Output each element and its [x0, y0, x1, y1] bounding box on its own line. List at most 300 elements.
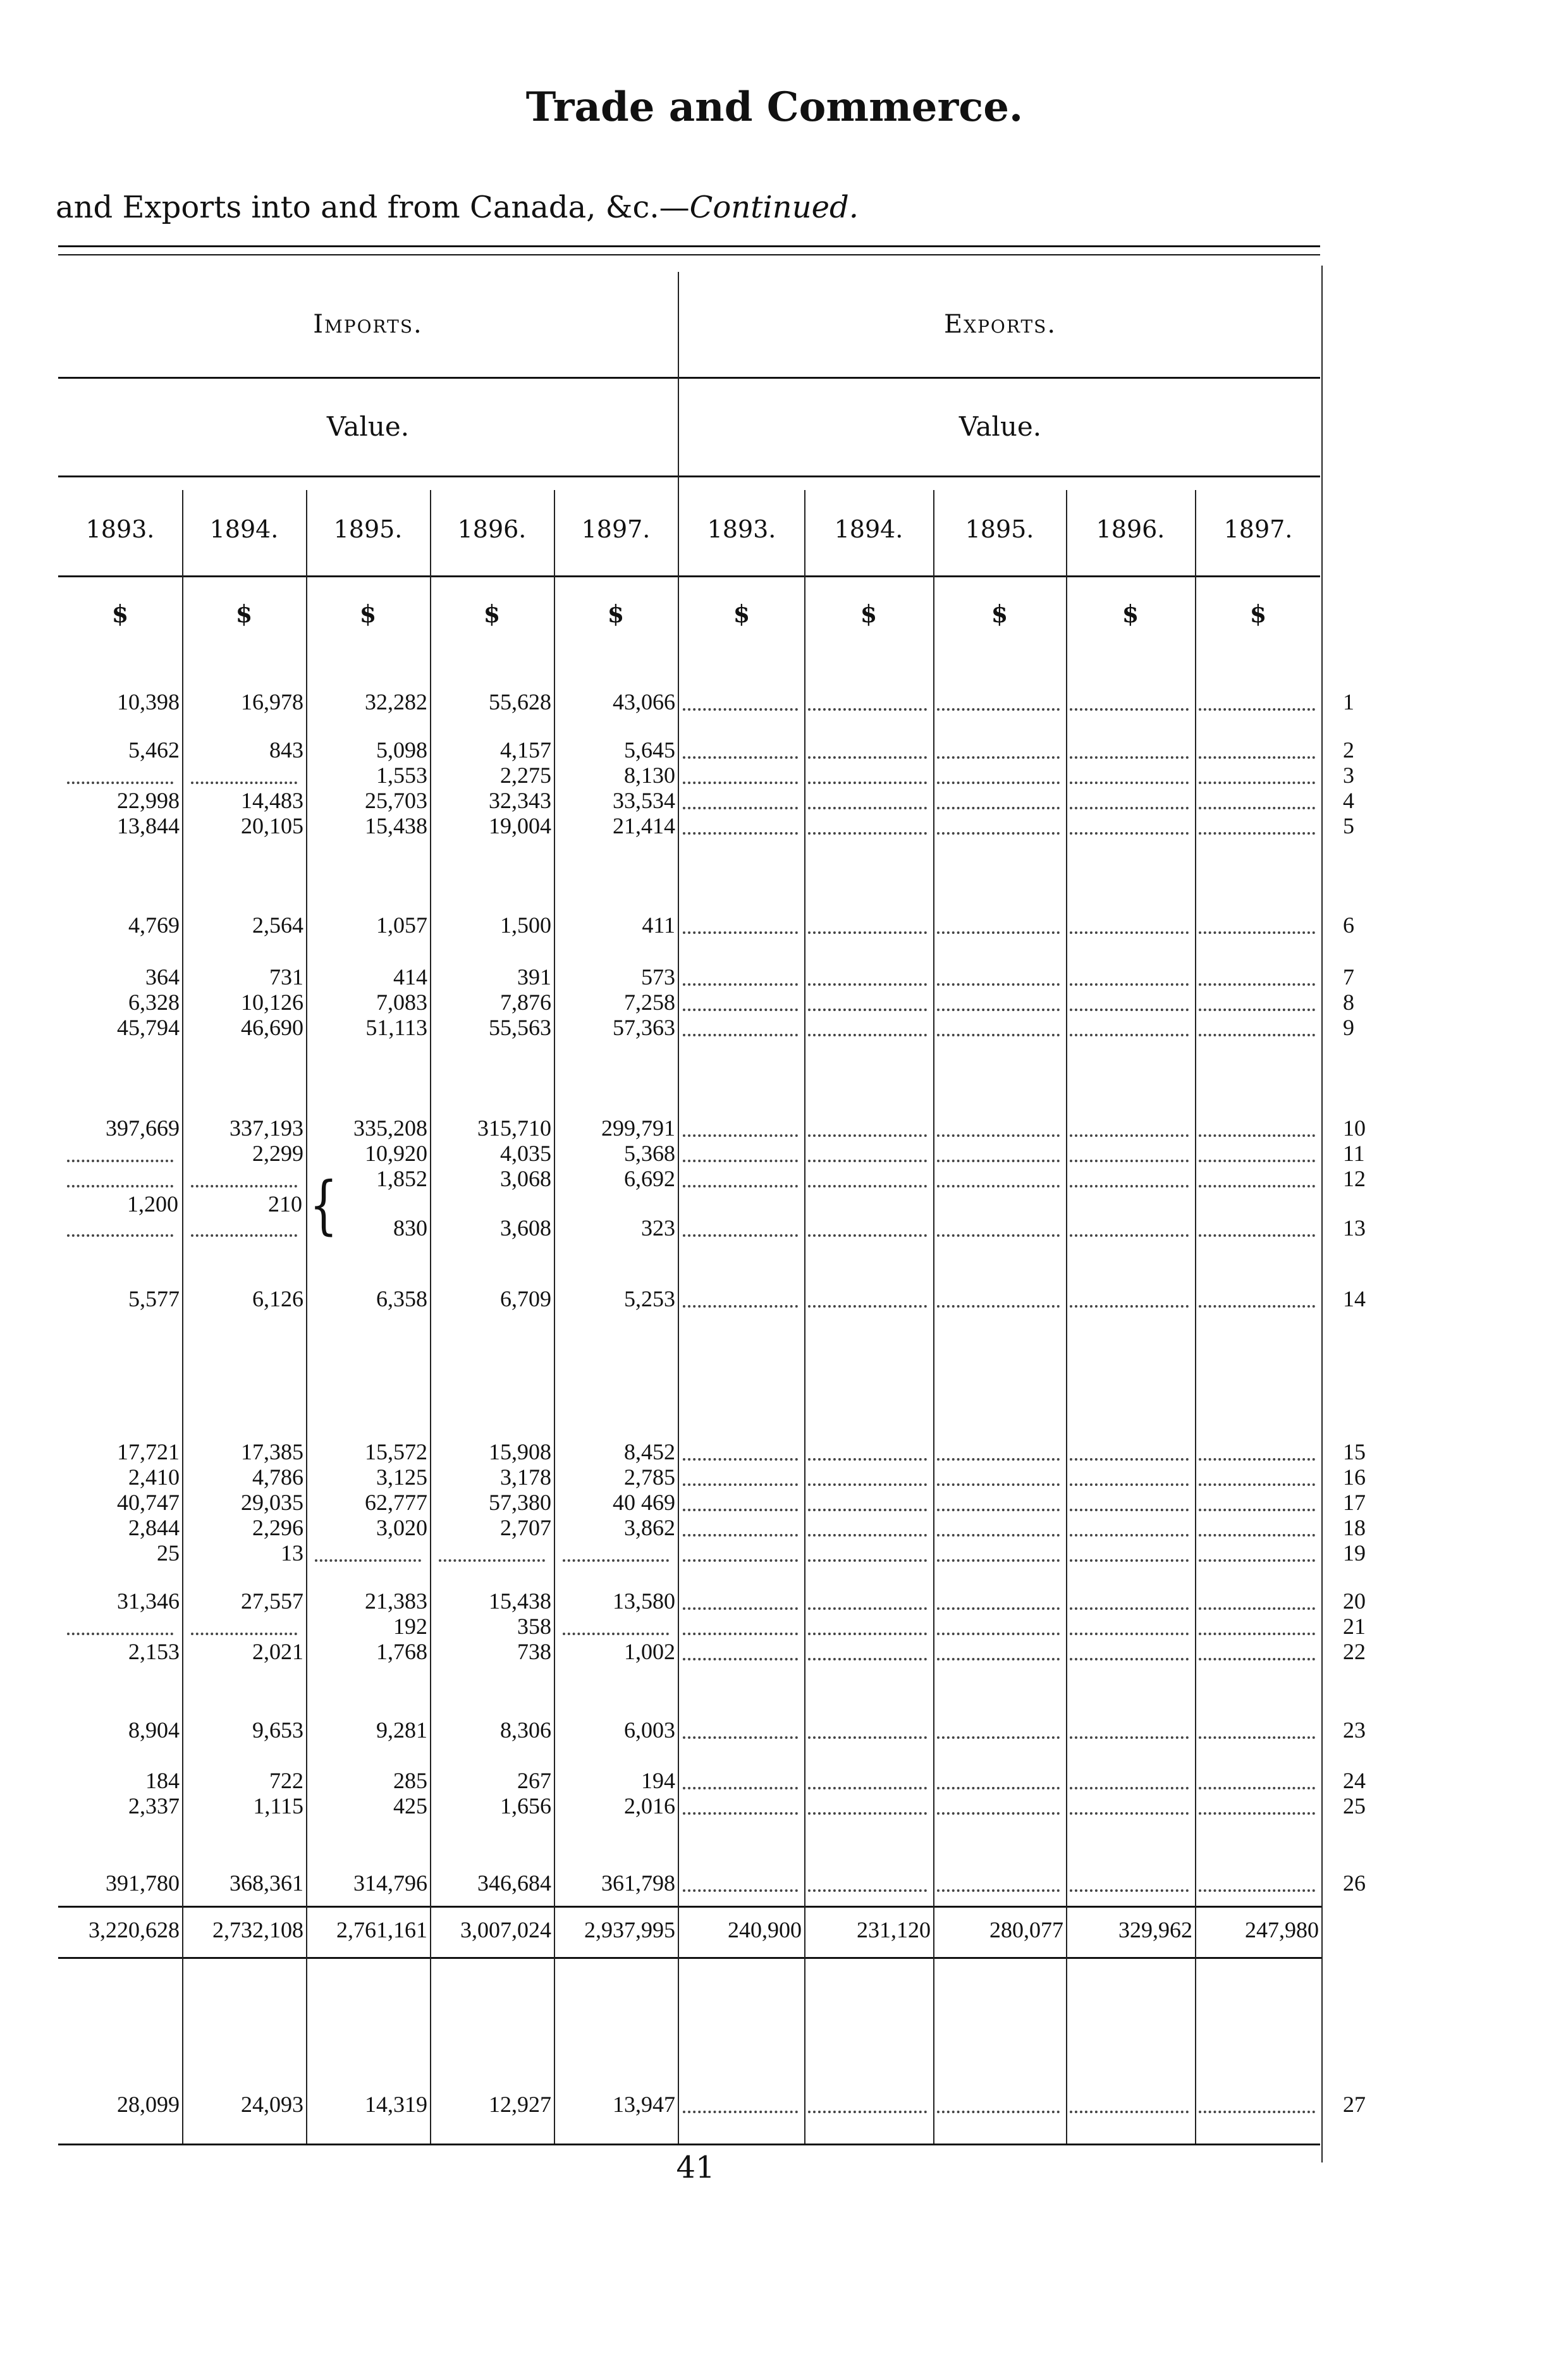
dot-leader	[808, 782, 927, 784]
col-divider	[182, 490, 183, 2144]
table-cell: 32,343	[489, 788, 551, 813]
value-rule	[58, 475, 1320, 477]
dot-leader	[1199, 1812, 1315, 1815]
row-number: 17	[1343, 1490, 1366, 1515]
table-cell: 323	[641, 1215, 675, 1241]
row-number: 23	[1343, 1717, 1366, 1743]
dot-leader	[563, 1559, 669, 1562]
row-number: 5	[1343, 813, 1354, 838]
dot-leader	[808, 1160, 927, 1162]
dot-leader	[1199, 1305, 1315, 1308]
export-cell: 231,120	[857, 1917, 931, 1942]
dot-leader	[1070, 1034, 1189, 1036]
dot-leader	[683, 1633, 798, 1635]
table-cell: 9,653	[252, 1717, 303, 1743]
table-cell: 5,577	[128, 1286, 180, 1311]
row-number: 16	[1343, 1464, 1366, 1490]
dot-leader	[683, 1559, 798, 1562]
dot-leader	[1070, 832, 1189, 835]
dot-leader	[1070, 931, 1189, 934]
exports-year-1893: 1893.	[707, 515, 776, 543]
row-number: 15	[1343, 1439, 1366, 1464]
dot-leader	[67, 1234, 173, 1237]
table-cell: 57,380	[489, 1490, 551, 1515]
table-cell: 1,115	[253, 1793, 303, 1819]
table-cell: 21,414	[613, 813, 675, 838]
table-cell: 299,791	[601, 1115, 675, 1141]
dot-leader	[937, 1607, 1060, 1610]
table-cell: 5,368	[624, 1141, 675, 1166]
dot-leader	[808, 1812, 927, 1815]
table-cell: 55,628	[489, 689, 551, 715]
dot-leader	[683, 931, 798, 934]
table-cell: 13	[281, 1540, 303, 1566]
dot-leader	[1199, 1559, 1315, 1562]
dot-leader	[808, 1787, 927, 1789]
dot-leader	[67, 1160, 173, 1162]
dot-leader	[683, 1009, 798, 1011]
imports-value-header: Value.	[326, 411, 410, 442]
dot-leader	[1070, 2111, 1189, 2113]
dot-leader	[808, 1889, 927, 1892]
table-cell: 12,927	[489, 2092, 551, 2117]
dot-leader	[683, 1658, 798, 1660]
dot-leader	[1199, 807, 1315, 809]
table-cell-merged: 1,200	[127, 1191, 178, 1217]
table-cell: 3,020	[376, 1515, 427, 1540]
table-cell: 24,093	[241, 2092, 303, 2117]
imports-exports-divider	[678, 272, 679, 2144]
dot-leader	[683, 1812, 798, 1815]
row-number: 7	[1343, 964, 1354, 990]
dot-leader	[1199, 1185, 1315, 1187]
dollar-sign: $	[483, 599, 501, 628]
brace-icon: {	[309, 1168, 338, 1242]
table-cell: 1,852	[376, 1166, 427, 1191]
table-cell: 335,208	[353, 1115, 427, 1141]
dot-leader	[937, 1658, 1060, 1660]
group-rule	[58, 377, 1320, 379]
dot-leader	[1199, 1658, 1315, 1660]
table-cell: 33,534	[613, 788, 675, 813]
table-cell: 8,130	[624, 763, 675, 788]
imports-header: Imports.	[313, 310, 423, 339]
table-cell: 10,126	[241, 990, 303, 1015]
dot-leader	[683, 708, 798, 711]
dot-leader	[937, 1034, 1060, 1036]
table-cell: 1,768	[376, 1639, 427, 1664]
table-cell: 13,947	[613, 2092, 675, 2117]
table-cell: 414	[393, 964, 427, 990]
table-cell: 2,299	[252, 1141, 303, 1166]
total-rule-bottom	[58, 1957, 1323, 1959]
row-number: 4	[1343, 788, 1354, 813]
table-cell: 40 469	[613, 1490, 675, 1515]
table-cell: 2,296	[252, 1515, 303, 1540]
dot-leader	[808, 1185, 927, 1187]
table-cell: 7,258	[624, 990, 675, 1015]
dot-leader	[937, 708, 1060, 711]
imports-year-1893: 1893.	[85, 515, 155, 543]
dot-leader	[937, 1509, 1060, 1511]
row-number: 18	[1343, 1515, 1366, 1540]
dot-leader	[683, 807, 798, 809]
col-divider	[1066, 490, 1067, 2144]
dot-leader	[808, 1134, 927, 1137]
dot-leader	[937, 983, 1060, 986]
dot-leader	[67, 782, 173, 784]
dot-leader	[683, 1736, 798, 1739]
right-frame	[1321, 266, 1323, 2162]
export-cell: 329,962	[1118, 1917, 1192, 1942]
table-cell: 3,007,024	[460, 1917, 551, 1942]
table-cell: 267	[517, 1768, 551, 1793]
dollar-sign: $	[607, 599, 625, 628]
dot-leader	[937, 1305, 1060, 1308]
dot-leader	[1070, 1889, 1189, 1892]
dot-leader	[1070, 1633, 1189, 1635]
table-cell: 14,483	[241, 788, 303, 813]
table-cell: 21,383	[365, 1588, 427, 1614]
dot-leader	[808, 1559, 927, 1562]
table-cell: 3,608	[500, 1215, 551, 1241]
imports-year-1897: 1897.	[581, 515, 651, 543]
row-number: 26	[1343, 1870, 1366, 1896]
col-divider	[933, 490, 934, 2144]
col-divider	[804, 490, 805, 2144]
table-cell: 4,035	[500, 1141, 551, 1166]
dot-leader	[808, 1009, 927, 1011]
dot-leader	[937, 1787, 1060, 1789]
table-cell: 22,998	[117, 788, 180, 813]
dot-leader	[683, 1607, 798, 1610]
table-cell: 3,220,628	[89, 1917, 180, 1942]
table-cell: 2,937,995	[584, 1917, 675, 1942]
dot-leader	[808, 2111, 927, 2113]
row-number: 13	[1343, 1215, 1366, 1241]
dot-leader	[683, 1889, 798, 1892]
table-cell: 722	[269, 1768, 303, 1793]
dot-leader	[1070, 1812, 1189, 1815]
page-title: Trade and Commerce.	[525, 83, 1024, 131]
dot-leader	[1070, 1185, 1189, 1187]
table-cell: 62,777	[365, 1490, 427, 1515]
dot-leader	[1199, 1607, 1315, 1610]
dot-leader	[937, 1160, 1060, 1162]
table-cell: 6,709	[500, 1286, 551, 1311]
table-cell: 14,319	[365, 2092, 427, 2117]
dot-leader	[937, 756, 1060, 759]
table-cell: 2,021	[252, 1639, 303, 1664]
dot-leader	[1199, 756, 1315, 759]
row-number: 24	[1343, 1768, 1366, 1793]
table-cell: 4,769	[128, 912, 180, 938]
table-cell: 2,844	[128, 1515, 180, 1540]
table-cell: 2,732,108	[212, 1917, 303, 1942]
dot-leader	[1070, 756, 1189, 759]
subtitle-continued: Continued.	[689, 190, 859, 225]
dollar-sign: $	[991, 599, 1008, 628]
dot-leader	[683, 983, 798, 986]
bottom-rule	[58, 2144, 1320, 2145]
dot-leader	[1199, 983, 1315, 986]
year-rule	[58, 575, 1320, 577]
table-cell: 391	[517, 964, 551, 990]
top-rule-2	[58, 254, 1320, 255]
exports-year-1894: 1894.	[834, 515, 903, 543]
dot-leader	[937, 1889, 1060, 1892]
dot-leader	[1199, 1234, 1315, 1237]
dot-leader	[1199, 1034, 1315, 1036]
table-cell: 13,844	[117, 813, 180, 838]
page-number: 41	[676, 2150, 715, 2185]
dot-leader	[1070, 1234, 1189, 1237]
dot-leader	[1199, 1160, 1315, 1162]
table-cell: 32,282	[365, 689, 427, 715]
dot-leader	[808, 1509, 927, 1511]
table-cell: 3,125	[376, 1464, 427, 1490]
table-cell: 391,780	[106, 1870, 180, 1896]
table-cell: 6,358	[376, 1286, 427, 1311]
imports-year-1896: 1896.	[457, 515, 527, 543]
table-cell: 346,684	[477, 1870, 551, 1896]
dot-leader	[808, 756, 927, 759]
table-cell: 192	[393, 1614, 427, 1639]
row-number: 1	[1343, 689, 1354, 715]
dot-leader	[1070, 1607, 1189, 1610]
dot-leader	[1199, 1889, 1315, 1892]
table-cell: 337,193	[230, 1115, 303, 1141]
table-cell: 27,557	[241, 1588, 303, 1614]
dot-leader	[683, 1458, 798, 1461]
table-cell: 731	[269, 964, 303, 990]
row-number: 11	[1343, 1141, 1365, 1166]
row-number: 25	[1343, 1793, 1366, 1819]
table-cell: 13,580	[613, 1588, 675, 1614]
dot-leader	[1070, 1458, 1189, 1461]
table-cell: 17,721	[117, 1439, 180, 1464]
dot-leader	[1199, 1534, 1315, 1537]
table-cell: 2,410	[128, 1464, 180, 1490]
dot-leader	[1199, 832, 1315, 835]
dot-leader	[937, 807, 1060, 809]
table-cell: 8,452	[624, 1439, 675, 1464]
table-cell: 6,126	[252, 1286, 303, 1311]
dot-leader	[683, 756, 798, 759]
dot-leader	[1070, 1483, 1189, 1486]
dot-leader	[1199, 1509, 1315, 1511]
table-cell: 25	[157, 1540, 180, 1566]
table-cell: 1,500	[500, 912, 551, 938]
exports-year-1895: 1895.	[965, 515, 1034, 543]
row-number: 3	[1343, 763, 1354, 788]
dot-leader	[683, 1134, 798, 1137]
dot-leader	[1070, 807, 1189, 809]
dot-leader	[1199, 782, 1315, 784]
dot-leader	[937, 1736, 1060, 1739]
dot-leader	[1070, 1305, 1189, 1308]
dollar-sign: $	[860, 599, 878, 628]
table-cell: 358	[517, 1614, 551, 1639]
table-cell: 6,003	[624, 1717, 675, 1743]
table-cell: 184	[145, 1768, 180, 1793]
imports-year-1894: 1894.	[209, 515, 279, 543]
dollar-sign: $	[111, 599, 129, 628]
table-cell: 28,099	[117, 2092, 180, 2117]
table-cell: 8,904	[128, 1717, 180, 1743]
dot-leader	[808, 807, 927, 809]
dot-leader	[1070, 983, 1189, 986]
dot-leader	[808, 1736, 927, 1739]
exports-value-header: Value.	[958, 411, 1042, 442]
table-cell: 10,920	[365, 1141, 427, 1166]
table-cell: 738	[517, 1639, 551, 1664]
table-cell: 15,438	[489, 1588, 551, 1614]
col-divider	[430, 490, 431, 2144]
dot-leader	[1199, 931, 1315, 934]
row-number: 12	[1343, 1166, 1366, 1191]
table-cell: 6,328	[128, 990, 180, 1015]
dot-leader	[808, 983, 927, 986]
row-number: 6	[1343, 912, 1354, 938]
dot-leader	[808, 1534, 927, 1537]
dot-leader	[1199, 1458, 1315, 1461]
table-cell: 7,876	[500, 990, 551, 1015]
dot-leader	[937, 1458, 1060, 1461]
table-cell: 573	[641, 964, 675, 990]
dot-leader	[937, 1185, 1060, 1187]
dot-leader	[563, 1633, 669, 1635]
dot-leader	[1199, 1736, 1315, 1739]
dot-leader	[1199, 708, 1315, 711]
table-cell: 8,306	[500, 1717, 551, 1743]
dot-leader	[937, 1534, 1060, 1537]
top-rule	[58, 245, 1320, 247]
dot-leader	[315, 1559, 421, 1562]
exports-header: Exports.	[943, 310, 1057, 339]
table-cell: 2,016	[624, 1793, 675, 1819]
table-cell: 194	[641, 1768, 675, 1793]
dot-leader	[683, 2111, 798, 2113]
dot-leader	[1199, 1134, 1315, 1137]
dot-leader	[683, 832, 798, 835]
table-cell: 425	[393, 1793, 427, 1819]
table-cell: 15,438	[365, 813, 427, 838]
row-number: 21	[1343, 1614, 1366, 1639]
table-cell: 397,669	[106, 1115, 180, 1141]
dot-leader	[1070, 1787, 1189, 1789]
table-cell: 2,785	[624, 1464, 675, 1490]
row-number: 27	[1343, 2092, 1366, 2117]
dot-leader	[1070, 1736, 1189, 1739]
table-cell: 29,035	[241, 1490, 303, 1515]
dot-leader	[67, 1185, 173, 1187]
table-cell: 4,157	[500, 737, 551, 763]
dot-leader	[937, 1633, 1060, 1635]
dot-leader	[937, 1483, 1060, 1486]
table-cell: 2,275	[500, 763, 551, 788]
table-cell: 5,462	[128, 737, 180, 763]
dot-leader	[191, 1234, 297, 1237]
dot-leader	[683, 1534, 798, 1537]
dot-leader	[1070, 1134, 1189, 1137]
dot-leader	[1070, 1009, 1189, 1011]
table-cell: 4,786	[252, 1464, 303, 1490]
table-cell: 20,105	[241, 813, 303, 838]
export-cell: 240,900	[728, 1917, 802, 1942]
table-cell: 1,656	[500, 1793, 551, 1819]
table-cell: 43,066	[613, 689, 675, 715]
dot-leader	[808, 1034, 927, 1036]
table-cell: 1,057	[376, 912, 427, 938]
table-cell: 1,002	[624, 1639, 675, 1664]
table-cell: 5,645	[624, 737, 675, 763]
dot-leader	[1199, 1633, 1315, 1635]
dot-leader	[191, 782, 297, 784]
dot-leader	[191, 1633, 297, 1635]
dot-leader	[808, 1658, 927, 1660]
dot-leader	[808, 1305, 927, 1308]
row-number: 10	[1343, 1115, 1366, 1141]
table-cell: 368,361	[230, 1870, 303, 1896]
export-cell: 280,077	[989, 1917, 1063, 1942]
dot-leader	[808, 708, 927, 711]
table-cell: 2,761,161	[336, 1917, 427, 1942]
table-cell: 830	[393, 1215, 427, 1241]
dot-leader	[1070, 1160, 1189, 1162]
table-cell: 40,747	[117, 1490, 180, 1515]
dollar-sign: $	[235, 599, 253, 628]
dot-leader	[191, 1185, 297, 1187]
dot-leader	[937, 782, 1060, 784]
dot-leader	[1070, 1509, 1189, 1511]
row-number: 9	[1343, 1015, 1354, 1040]
table-cell: 3,068	[500, 1166, 551, 1191]
dollar-sign: $	[1249, 599, 1267, 628]
exports-year-1897: 1897.	[1223, 515, 1293, 543]
col-divider	[306, 490, 307, 2144]
total-rule-top	[58, 1906, 1323, 1908]
dot-leader	[683, 1305, 798, 1308]
table-cell: 19,004	[489, 813, 551, 838]
table-cell: 46,690	[241, 1015, 303, 1040]
subtitle-text: and Exports into and from Canada, &c.—	[56, 190, 690, 225]
row-number: 20	[1343, 1588, 1366, 1614]
dot-leader	[1199, 2111, 1315, 2113]
dollar-sign: $	[359, 599, 377, 628]
dot-leader	[683, 1034, 798, 1036]
dot-leader	[683, 1509, 798, 1511]
dot-leader	[439, 1559, 545, 1562]
table-cell: 51,113	[365, 1015, 427, 1040]
table-cell: 2,337	[128, 1793, 180, 1819]
dot-leader	[1199, 1787, 1315, 1789]
dot-leader	[1070, 708, 1189, 711]
dollar-sign: $	[733, 599, 750, 628]
table-cell: 3,178	[500, 1464, 551, 1490]
dot-leader	[683, 1787, 798, 1789]
dot-leader	[808, 931, 927, 934]
table-cell: 7,083	[376, 990, 427, 1015]
table-cell: 2,564	[252, 912, 303, 938]
table-cell: 5,253	[624, 1286, 675, 1311]
dot-leader	[67, 1633, 173, 1635]
table-cell: 315,710	[477, 1115, 551, 1141]
row-number: 8	[1343, 990, 1354, 1015]
dot-leader	[1070, 1559, 1189, 1562]
dot-leader	[937, 1559, 1060, 1562]
table-cell: 314,796	[353, 1870, 427, 1896]
